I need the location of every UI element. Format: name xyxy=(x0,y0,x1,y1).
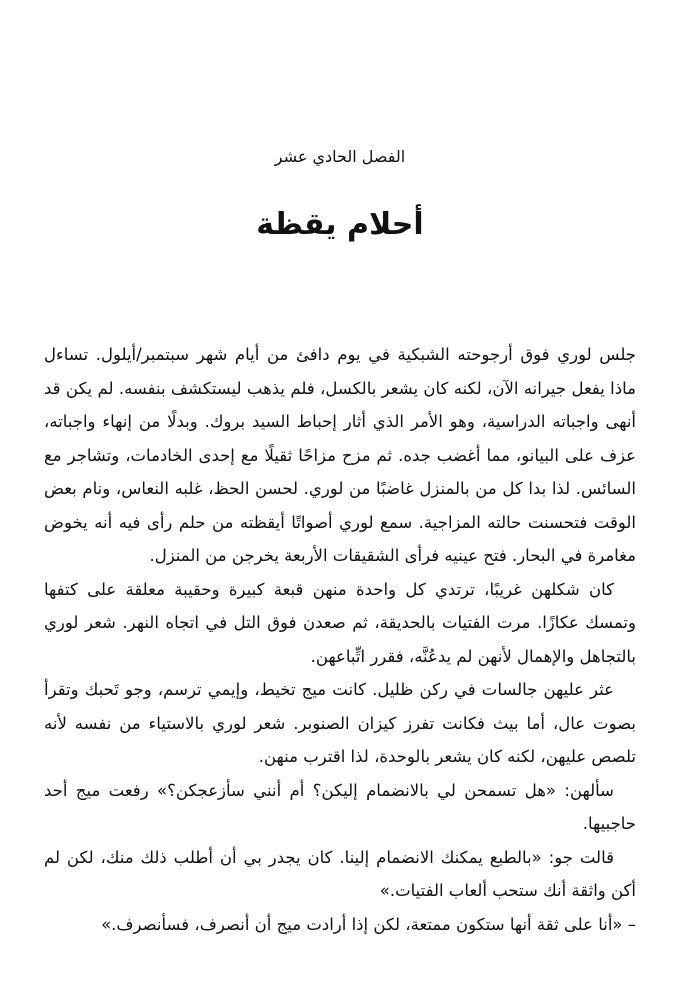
chapter-body xyxy=(44,338,636,941)
paragraph: كان شكلهن غريبًا، ترتدي كل واحدة منهن قبعة كبيرة وحقيبة معلقة على كتفها وتمسك عكازًا. مرت الفتيات بالحديقة، ثم صعدن فوق التل في اتجاه النهر. شعر لوري بالتجاهل والإهمال لأنهن لم يدعُنَّه، فقرر اتِّباعهن. xyxy=(44,579,636,666)
paragraph: عثر عليهن جالسات في ركن ظليل. كانت ميج تخيط، وإيمي ترسم، وجو تَحبك وتقرأ بصوت عال، أما بيث فكانت تفرز كيزان الصنوبر. شعر لوري بالاستياء من نفسه لأنه تلصص عليهن، لكنه كان يشعر بالوحدة، لذا اقترب منهن. xyxy=(44,680,636,766)
chapter-title: أحلام يقظة xyxy=(256,207,424,242)
paragraph: قالت جو: «بالطبع يمكنك الانضمام إلينا. كان يجدر بي أن أطلب ذلك منك، لكن لم أكن واثقة أنك ستحب ألعاب الفتيات.» xyxy=(44,847,636,900)
chapter-number: الفصل الحادي عشر xyxy=(274,147,406,166)
paragraph: – «أنا على ثقة أنها ستكون ممتعة، لكن إذا أرادت ميج أن أنصرف، فسأنصرف.» xyxy=(101,914,636,934)
paragraph: سألهن: «هل تسمحن لي بالانضمام إليكن؟ أم أنني سأزعجكن؟» رفعت ميج أحد حاجبيها. xyxy=(44,780,636,833)
paragraph: جلس لوري فوق أرجوحته الشبكية في يوم دافئ من أيام شهر سبتمبر/أيلول. تساءل ماذا يفعل جيرانه الآن، لكنه كان يشعر بالكسل، فلم يذهب ليستكشف بنفسه. لم يكن قد أنهى واجباته الدراسية، وهو الأمر الذي أثار إحباط السيد بروك. وبدلًا من إنهاء واجباته، عزف على البيانو، مما أغضب جده. ثم مزح مزاحًا ثقيلًا مع إحدى الخادمات، وتشاجر مع السائس. لذا بدا كل من بالمنزل غاضبًا من لوري. لحسن الحظ، غلبه النعاس، ونام بعض الوقت فتحسنت حالته المزاجية. سمع لوري أصواتًا أيقظته من حلم رأى فيه أنه يخوض مغامرة في البحار. فتح عينيه فرأى الشقيقات الأربعة يخرجن من المنزل. xyxy=(44,345,636,565)
